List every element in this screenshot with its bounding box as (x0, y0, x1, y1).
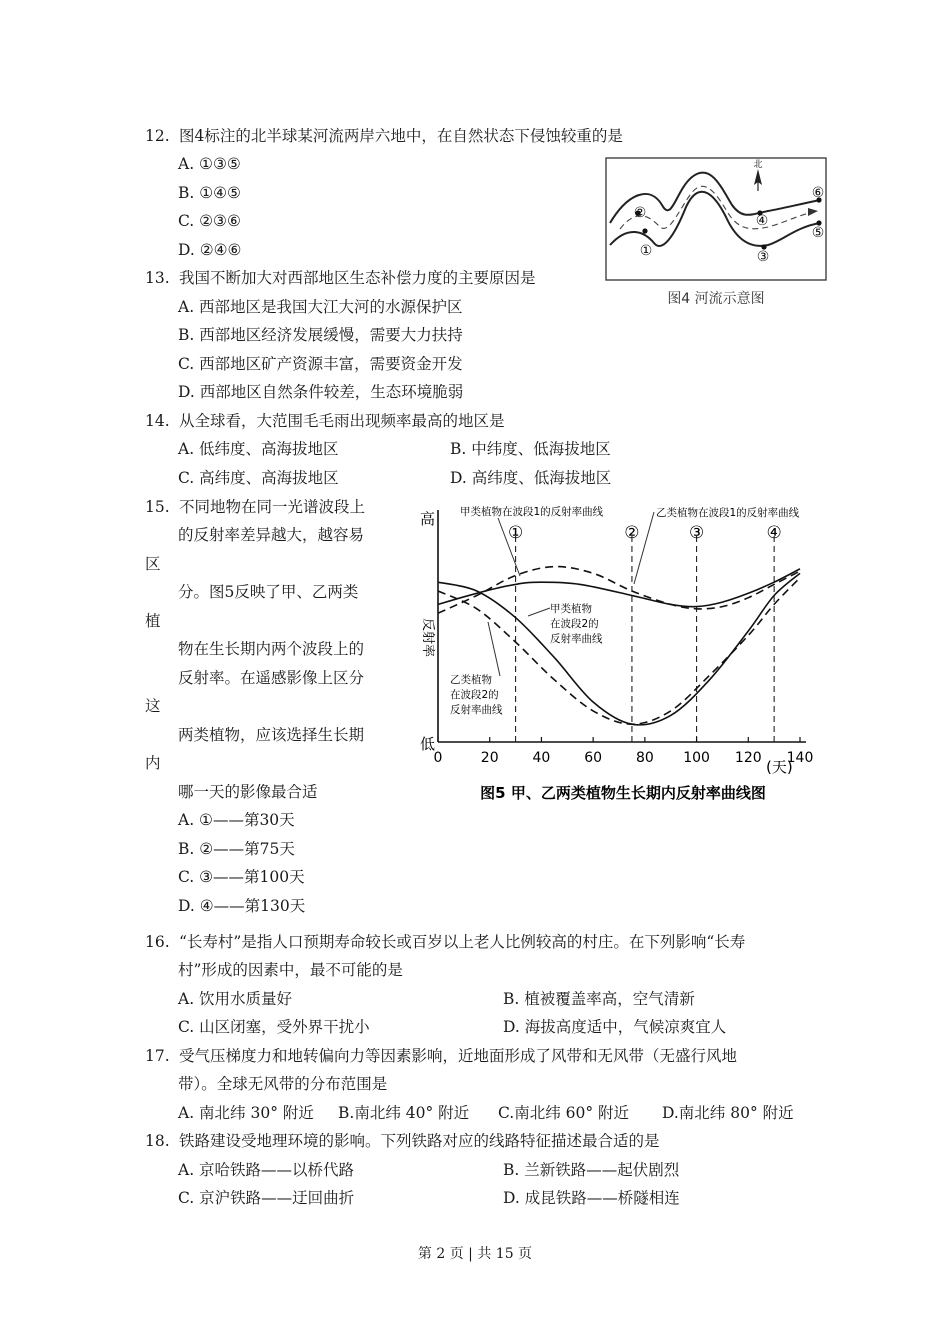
q18-stem (145, 1130, 660, 1152)
q13-text: 我国不断加大对西部地区生态补偿力度的主要原因是 (179, 269, 536, 287)
q17-option-a[interactable]: A. 南北纬 30° 附近 (178, 1104, 314, 1122)
q17-stem-line-2: 带）。全球无风带的分布范围是 (178, 1075, 388, 1093)
q16-option-a[interactable]: A. 饮用水质量好 (178, 990, 293, 1008)
river-diagram (600, 155, 832, 315)
q15-stem-line-2: 的反射率差异越大，越容易 (178, 526, 365, 544)
q15-stem-line-10: 内 (145, 754, 161, 772)
reflectance-chart (408, 496, 838, 808)
q15-option-a[interactable]: A. ①——第30天 (178, 811, 295, 829)
north-arrow-icon (753, 158, 762, 191)
x-tick-label: 140 (786, 750, 814, 766)
river-point-3: ③ (756, 249, 770, 265)
q12-option-a[interactable]: A. ①③⑤ (178, 155, 241, 173)
q15-stem-line-6: 物在生长期内两个波段上的 (178, 640, 365, 658)
q15-option-c[interactable]: C. ③——第100天 (178, 868, 305, 886)
q12-text: 图4标注的北半球某河流两岸六地中，在自然状态下侵蚀较重的是 (179, 127, 623, 145)
page-footer: 第 2 页 | 共 15 页 (417, 1246, 533, 1262)
river-point-6: ⑥ (811, 185, 825, 201)
q17-stem-line-1 (145, 1045, 737, 1067)
q13-option-a[interactable]: A. 西部地区是我国大江大河的水源保护区 (178, 298, 463, 316)
q13-option-d[interactable]: D. 西部地区自然条件较差，生态环境脆弱 (178, 383, 464, 401)
q18-option-b[interactable]: B. 兰新铁路——起伏剧烈 (503, 1161, 680, 1179)
series-label-jia-band2-line3: 反射率曲线 (550, 633, 603, 645)
x-axis-unit-label: (天) (766, 758, 793, 776)
q16-number: 16. (145, 933, 170, 951)
marker-label: ① (507, 523, 524, 543)
q15-stem-line-8: 这 (145, 697, 161, 715)
q12-number: 12. (145, 127, 170, 145)
x-tick-label: 40 (532, 750, 551, 766)
q17-text-1: 受气压梯度力和地转偏向力等因素影响，近地面形成了风带和无风带（无盛行风地 (179, 1047, 738, 1065)
q18-option-c[interactable]: C. 京沪铁路——迂回曲折 (178, 1189, 355, 1207)
series-label-yi-band1: 乙类植物在波段1的反射率曲线 (656, 507, 800, 519)
q15-stem-line-1 (145, 496, 365, 518)
q17-number: 17. (145, 1047, 170, 1065)
marker-label: ③ (688, 523, 705, 543)
q15-number: 15. (145, 498, 170, 516)
q14-option-b[interactable]: B. 中纬度、低海拔地区 (450, 440, 611, 458)
river-point-2: ② (633, 205, 647, 221)
flow-arrow-icon (808, 208, 818, 216)
x-tick-label: 60 (584, 750, 603, 766)
q12-option-b[interactable]: B. ①④⑤ (178, 184, 241, 202)
series-label-jia-band1: 甲类植物在波段1的反射率曲线 (460, 506, 604, 518)
q12-stem (145, 125, 623, 147)
chart-series (438, 567, 800, 725)
x-tick-label: 100 (683, 750, 710, 766)
q13-number: 13. (145, 269, 170, 287)
q17-option-b[interactable]: B.南北纬 40° 附近 (338, 1104, 470, 1122)
q17-option-c[interactable]: C.南北纬 60° 附近 (498, 1104, 630, 1122)
series-label-yi-band2-line2: 在波段2的 (450, 689, 499, 701)
x-tick-label: 0 (433, 750, 443, 766)
river-point-1: ① (639, 243, 653, 259)
q12-option-c[interactable]: C. ②③⑥ (178, 212, 241, 230)
q15-stem-line-3: 区 (145, 555, 161, 573)
series-label-yi-band2-line1: 乙类植物 (450, 674, 492, 686)
q16-option-c[interactable]: C. 山区闭塞，受外界干扰小 (178, 1018, 370, 1036)
x-tick-label: 120 (734, 750, 762, 766)
river-point-4: ④ (755, 213, 769, 229)
series-label-jia-band2-line2: 在波段2的 (550, 618, 599, 630)
figure-5 (408, 496, 838, 808)
x-tick-label: 20 (480, 750, 499, 766)
q17-option-d[interactable]: D.南北纬 80° 附近 (662, 1104, 794, 1122)
q14-number: 14. (145, 412, 170, 430)
y-axis-low-label: 低 (420, 735, 436, 753)
q16-text-1: “长寿村”是指人口预期寿命较长或百岁以上老人比例较高的村庄。在下列影响“长寿 (179, 933, 746, 951)
y-axis-high-label: 高 (420, 510, 436, 528)
q13-option-c[interactable]: C. 西部地区矿产资源丰富，需要资金开发 (178, 355, 463, 373)
y-axis-title: 反射率 (420, 618, 435, 658)
q15-stem-line-5: 植 (145, 612, 161, 630)
series-line-3 (438, 573, 800, 725)
q16-stem-line-2: 村”形成的因素中，最不可能的是 (178, 961, 403, 979)
q18-text: 铁路建设受地理环境的影响。下列铁路对应的线路特征描述最合适的是 (179, 1132, 660, 1150)
figure-4 (600, 155, 832, 315)
marker-label: ② (624, 523, 640, 543)
q18-number: 18. (145, 1132, 170, 1150)
series-label-yi-band2-line3: 反射率曲线 (450, 704, 503, 716)
north-label: 北 (753, 160, 763, 170)
q14-text: 从全球看，大范围毛毛雨出现频率最高的地区是 (179, 412, 505, 430)
q16-option-b[interactable]: B. 植被覆盖率高，空气清新 (503, 990, 695, 1008)
q15-stem-line-9: 两类植物，应该选择生长期 (178, 726, 365, 744)
q14-stem (145, 410, 505, 432)
q15-stem-line-11: 哪一天的影像最合适 (178, 783, 318, 801)
q13-option-b[interactable]: B. 西部地区经济发展缓慢，需要大力扶持 (178, 326, 463, 344)
q15-text-1: 不同地物在同一光谱波段上 (179, 498, 366, 516)
river-point-5: ⑤ (811, 225, 825, 241)
marker-label: ④ (766, 523, 782, 543)
q16-option-d[interactable]: D. 海拔高度适中，气候凉爽宜人 (503, 1018, 727, 1036)
series-label-jia-band2-line1: 甲类植物 (550, 603, 592, 615)
q12-option-d[interactable]: D. ②④⑥ (178, 241, 242, 259)
q14-option-c[interactable]: C. 高纬度、高海拔地区 (178, 469, 339, 487)
q18-option-d[interactable]: D. 成昆铁路——桥隧相连 (503, 1189, 680, 1207)
q13-stem (145, 267, 536, 289)
q15-option-d[interactable]: D. ④——第130天 (178, 897, 306, 915)
q14-option-a[interactable]: A. 低纬度、高海拔地区 (178, 440, 339, 458)
q15-option-b[interactable]: B. ②——第75天 (178, 840, 295, 858)
figure-5-caption: 图5 甲、乙两类植物生长期内反射率曲线图 (480, 784, 766, 802)
x-tick-label: 80 (635, 750, 654, 766)
q18-option-a[interactable]: A. 京哈铁路——以桥代路 (178, 1161, 355, 1179)
q15-stem-line-7: 反射率。在遥感影像上区分 (178, 669, 365, 687)
q15-stem-line-4: 分。图5反映了甲、乙两类 (178, 583, 359, 601)
q14-option-d[interactable]: D. 高纬度、低海拔地区 (450, 469, 612, 487)
figure-4-caption: 图4 河流示意图 (667, 291, 765, 307)
q16-stem-line-1 (145, 931, 745, 953)
